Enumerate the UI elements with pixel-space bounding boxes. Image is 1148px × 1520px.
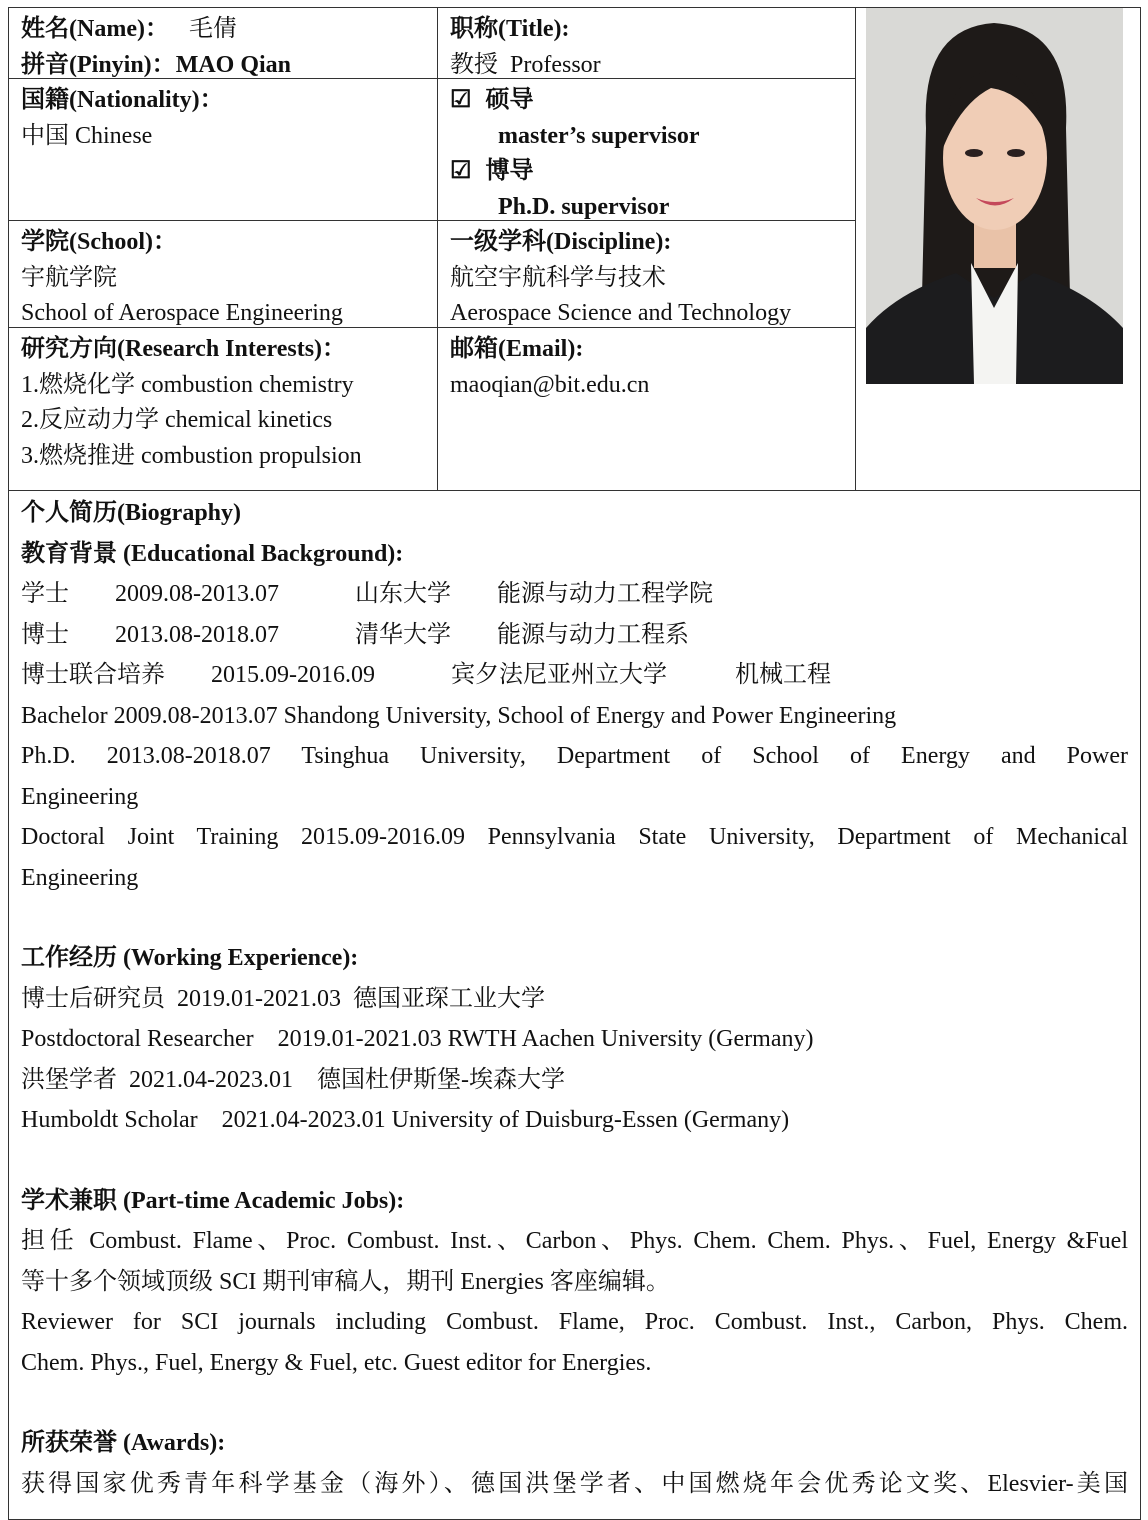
photo-cell xyxy=(855,7,1141,491)
education-en-line: Ph.D. 2013.08-2018.07 Tsinghua University, Department of School of Energy and Power xyxy=(21,743,1128,769)
school-en: School of Aerospace Engineering xyxy=(21,300,343,326)
discipline-cell xyxy=(437,220,856,328)
degree: 博士 xyxy=(21,621,69,648)
checkbox-checked-icon: ☑ xyxy=(450,158,472,184)
name-cell xyxy=(8,7,438,79)
discipline-label: 一级学科(Discipline): xyxy=(450,229,672,255)
nationality-value: 中国 Chinese xyxy=(21,122,153,149)
work-line: Postdoctoral Researcher 2019.01-2021.03 RWTH Aachen University (Germany) xyxy=(21,1026,814,1052)
work-line: 洪堡学者 2021.04-2023.01 德国杜伊斯堡-埃森大学 xyxy=(21,1066,565,1093)
research-item: 3.燃烧推进 combustion propulsion xyxy=(21,442,362,469)
supervisor-cell xyxy=(437,78,856,221)
period: 2013.08-2018.07 xyxy=(115,621,279,648)
checkbox-checked-icon: ☑ xyxy=(450,87,472,113)
profile-photo xyxy=(866,8,1123,384)
education-en-line: Doctoral Joint Training 2015.09-2016.09 Pennsylvania State University, Department of Mechanical xyxy=(21,824,1128,850)
research-item: 1.燃烧化学 combustion chemistry xyxy=(21,371,354,398)
jobs-line: Reviewer for SCI journals including Combust. Flame, Proc. Combust. Inst., Carbon, Phys. Chem. xyxy=(21,1309,1128,1335)
email-value[interactable]: maoqian@bit.edu.cn xyxy=(450,371,650,398)
email-cell xyxy=(437,327,856,491)
period: 2015.09-2016.09 xyxy=(211,662,375,688)
phd-cn: 博导 xyxy=(485,158,534,184)
nationality-cell xyxy=(8,78,438,221)
pinyin-value: MAO Qian xyxy=(175,51,292,78)
department: 机械工程 xyxy=(735,662,831,688)
university: 清华大学 xyxy=(355,621,451,648)
school-label: 学院(School)： xyxy=(21,229,177,255)
education-en-line: Bachelor 2009.08-2013.07 Shandong University, School of Energy and Power Engineering xyxy=(21,702,897,729)
pinyin-label: 拼音(Pinyin)： xyxy=(21,51,176,78)
degree: 博士联合培养 xyxy=(21,662,165,688)
university: 宾夕法尼亚州立大学 xyxy=(451,662,667,688)
title-value: 教授 Professor xyxy=(450,51,601,78)
research-item: 2.反应动力学 chemical kinetics xyxy=(21,407,333,433)
education-en-line: Engineering xyxy=(21,864,139,891)
discipline-en: Aerospace Science and Technology xyxy=(450,300,792,326)
title-label: 职称(Title): xyxy=(450,16,570,42)
biography-section xyxy=(8,490,1141,1520)
research-label: 研究方向(Research Interests)： xyxy=(21,336,347,362)
degree: 学士 xyxy=(21,581,69,607)
jobs-line: 担任 Combust. Flame、Proc. Combust. Inst.、Carbon、Phys. Chem. Chem. Phys.、Fuel, Energy &Fuel xyxy=(21,1228,1128,1254)
education-cn-row xyxy=(21,615,1128,656)
education-cn-row xyxy=(21,655,1128,696)
period: 2009.08-2013.07 xyxy=(115,581,279,607)
education-cn-row xyxy=(21,574,1128,615)
email-label: 邮箱(Email): xyxy=(450,336,584,362)
education-heading: 教育背景 (Educational Background): xyxy=(21,540,404,567)
work-line: 博士后研究员 2019.01-2021.03 德国亚琛工业大学 xyxy=(21,985,545,1012)
name-label: 姓名(Name)： xyxy=(21,16,169,42)
name-value: 毛倩 xyxy=(188,16,237,42)
title-cell xyxy=(437,7,856,79)
phd-supervisor-row xyxy=(450,154,843,190)
awards-line: 获得国家优秀青年科学基金（海外）、德国洪堡学者、中国燃烧年会优秀论文奖、Elesvier-美国 xyxy=(21,1470,1128,1497)
university: 山东大学 xyxy=(355,581,451,607)
discipline-cn: 航空宇航科学与技术 xyxy=(450,264,666,291)
jobs-heading: 学术兼职 (Part-time Academic Jobs): xyxy=(21,1187,405,1214)
school-cn: 宇航学院 xyxy=(21,264,117,291)
work-line: Humboldt Scholar 2021.04-2023.01 University of Duisburg-Essen (Germany) xyxy=(21,1107,790,1133)
department: 能源与动力工程系 xyxy=(497,621,689,648)
awards-heading: 所获荣誉 (Awards): xyxy=(21,1430,226,1456)
master-supervisor-row xyxy=(450,83,843,119)
master-cn: 硕导 xyxy=(485,87,534,113)
school-cell xyxy=(8,220,438,328)
jobs-line: Chem. Phys., Fuel, Energy & Fuel, etc. Guest editor for Energies. xyxy=(21,1349,652,1376)
biography-heading: 个人简历(Biography) xyxy=(21,500,242,526)
research-cell xyxy=(8,327,438,491)
work-heading: 工作经历 (Working Experience): xyxy=(21,945,359,971)
nationality-label: 国籍(Nationality)： xyxy=(21,87,224,113)
phd-en: Ph.D. supervisor xyxy=(498,193,670,220)
department: 能源与动力工程学院 xyxy=(497,581,713,607)
education-en-line: Engineering xyxy=(21,783,139,810)
master-en: master’s supervisor xyxy=(498,122,700,149)
jobs-line: 等十多个领域顶级 SCI 期刊审稿人，期刊 Energies 客座编辑。 xyxy=(21,1268,670,1295)
